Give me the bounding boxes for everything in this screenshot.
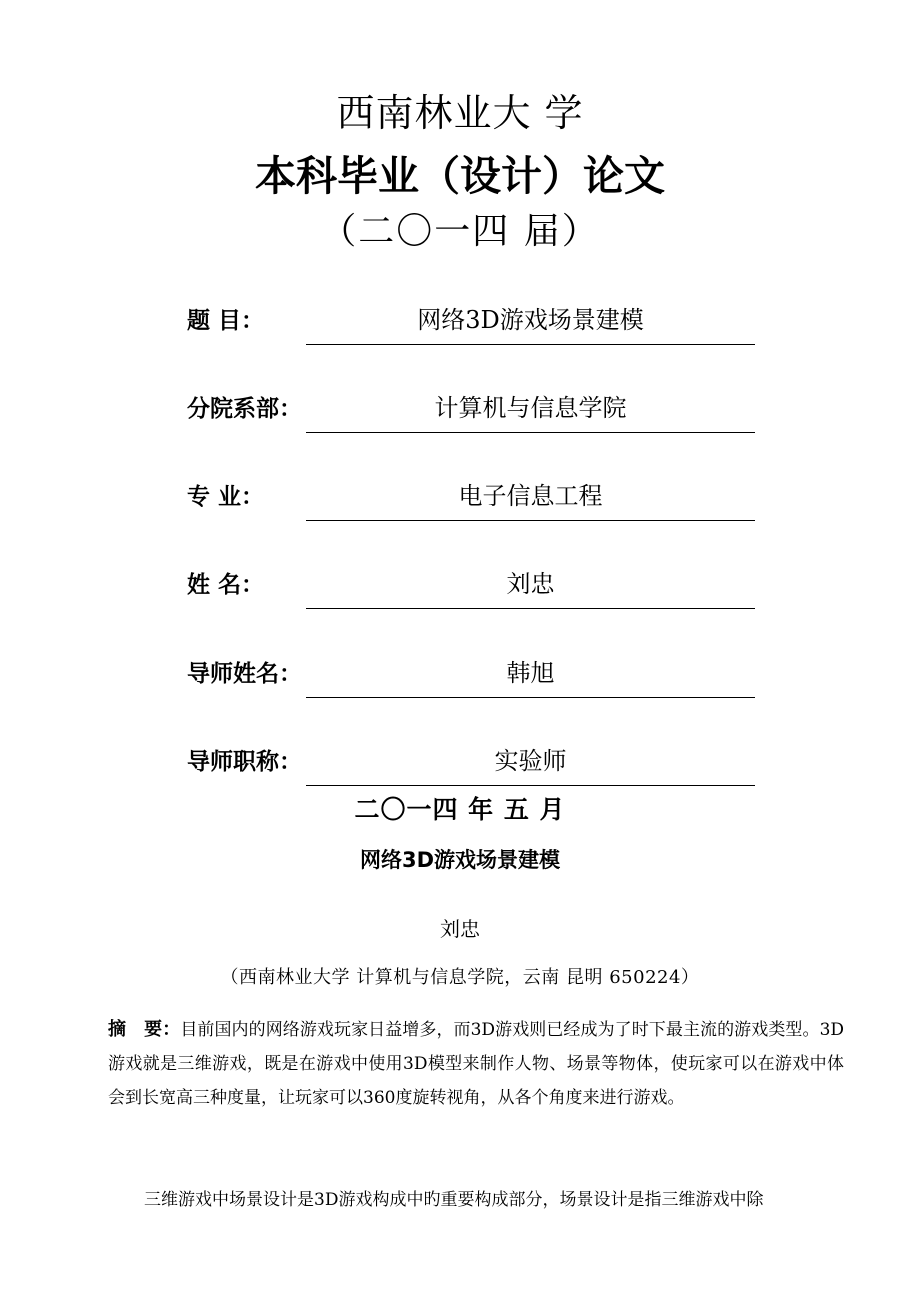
class-year: （二〇一四 届） [320, 211, 600, 252]
field-underline [306, 785, 755, 786]
abstract-paragraph [108, 1013, 844, 1115]
field-underline [306, 344, 755, 345]
field-value-department: 计算机与信息学院 [434, 394, 627, 422]
paper-affiliation: （西南林业大学 计算机与信息学院，云南 昆明 650224） [220, 967, 700, 988]
field-label-title: 题 目： [187, 308, 265, 334]
thesis-type-heading: 本科毕业（设计）论文 [255, 152, 665, 200]
field-underline [306, 520, 755, 521]
field-underline [306, 697, 755, 698]
field-label-name: 姓 名： [187, 572, 265, 598]
field-label-advisor-title: 导师职称： [187, 749, 302, 775]
abstract-text: 目前国内的网络游戏玩家日益增多，而3D游戏则已经成为了时下最主流的游戏类型。3D游戏就是三维游戏，既是在游戏中使用3D模型来制作人物、场景等物体，使玩家可以在游戏中体会到长宽高三种度量，让玩家可以360度旋转视角，从各个角度来进行游戏。 [108, 1020, 845, 1108]
field-value-name: 刘忠 [506, 570, 555, 598]
abstract-label: 摘 要： [108, 1019, 181, 1040]
field-label-major: 专 业： [187, 484, 265, 510]
field-label-department: 分院系部： [187, 396, 302, 422]
field-underline [306, 432, 755, 433]
field-underline [306, 608, 755, 609]
field-value-advisor-title: 实验师 [494, 747, 567, 775]
submission-date: 二〇一四 年 五 月 [354, 795, 566, 824]
university-name: 西南林业大 学 [336, 91, 584, 135]
body-paragraph: 三维游戏中场景设计是3D游戏构成中旳重要构成部分，场景设计是指三维游戏中除 [144, 1190, 764, 1210]
paper-author: 刘忠 [440, 917, 480, 941]
field-value-title: 网络3D游戏场景建模 [417, 306, 644, 334]
field-label-advisor: 导师姓名： [187, 661, 302, 687]
field-value-major: 电子信息工程 [458, 482, 603, 510]
paper-title: 网络3D游戏场景建模 [359, 848, 561, 872]
field-value-advisor: 韩旭 [506, 659, 555, 687]
